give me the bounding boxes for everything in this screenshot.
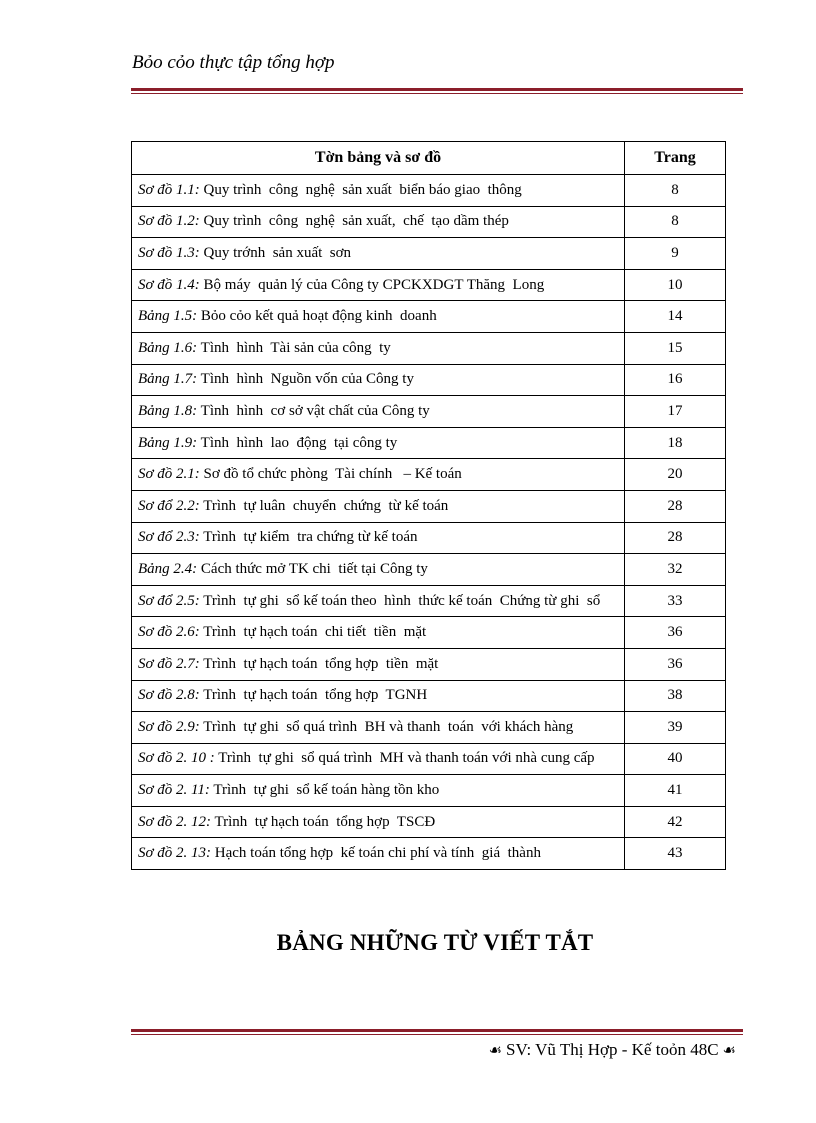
table-row	[132, 269, 726, 301]
row-page-number: 40	[625, 743, 726, 775]
row-title-cell	[132, 838, 625, 870]
row-page-number: 41	[625, 775, 726, 807]
row-title: Trình tự hạch toán tổng hợp TSCĐ	[211, 813, 436, 830]
row-title-cell	[132, 743, 625, 775]
column-header-page: Trang	[625, 142, 726, 175]
row-title: Quy trình công nghệ sản xuất biển báo giao thông	[199, 181, 522, 198]
row-title-cell	[132, 396, 625, 428]
row-label: Sơ đồ 1.1:	[138, 181, 200, 198]
table-row	[132, 775, 726, 807]
table-row	[132, 585, 726, 617]
row-page-number: 43	[625, 838, 726, 870]
table-row	[132, 332, 726, 364]
row-title: Trình tự ghi sổ kế toán hàng tồn kho	[209, 782, 440, 799]
row-title: Bộ máy quản lý của Công ty CPCKXDGT Thăng Long	[199, 276, 545, 293]
footer-text: SV: Vũ Thị Hợp - Kế toỏn 48C	[506, 1040, 719, 1059]
row-label: Bảng 1.6:	[138, 339, 198, 356]
row-title: Trình tự hạch toán tổng hợp TGNH	[199, 687, 428, 704]
row-label: Bảng 1.7:	[138, 371, 198, 388]
row-label: Sơ đồ 2.7:	[138, 655, 200, 672]
row-title-cell	[132, 806, 625, 838]
table-row	[132, 175, 726, 207]
row-label: Sơ đồ 2. 10 :	[138, 750, 215, 767]
footer-divider	[131, 1029, 743, 1035]
row-title-cell	[132, 554, 625, 586]
footer	[485, 1040, 740, 1060]
row-page-number: 9	[625, 238, 726, 270]
row-page-number: 20	[625, 459, 726, 491]
row-title: Quy trớnh sản xuất sơn	[199, 244, 352, 261]
row-title: Trình tự ghi sổ quá trình MH và thanh toán với nhà cung cấp	[214, 750, 595, 767]
row-title: Trình tự ghi sổ kế toán theo hình thức kế toán Chứng từ ghi sổ	[199, 592, 601, 609]
row-label: Sơ đồ 1.3:	[138, 244, 200, 261]
row-title: Tình hình Tài sản của công ty	[197, 339, 391, 356]
row-title: Bỏo cỏo kết quả hoạt động kinh doanh	[197, 308, 437, 325]
row-label: Bảng 1.5:	[138, 308, 198, 325]
row-title-cell	[132, 427, 625, 459]
row-page-number: 10	[625, 269, 726, 301]
table-row	[132, 206, 726, 238]
table-row	[132, 806, 726, 838]
row-title: Trình tự luân chuyển chứng từ kế toán	[199, 497, 449, 514]
row-page-number: 36	[625, 648, 726, 680]
row-label: Sơ đồ 2.6:	[138, 624, 200, 641]
table-row	[132, 712, 726, 744]
table-row	[132, 364, 726, 396]
row-title: Hạch toán tổng hợp kế toán chi phí và tính giá thành	[211, 845, 541, 862]
ornament-right-icon: ☙	[722, 1042, 736, 1059]
row-page-number: 14	[625, 301, 726, 333]
row-label: Bảng 2.4:	[138, 560, 198, 577]
row-label: Sơ đồ 2.8:	[138, 687, 200, 704]
row-label: Sơ đổ 2.3:	[138, 529, 200, 546]
row-title: Trình tự hạch toán tổng hợp tiền mặt	[199, 655, 439, 672]
row-title: Cách thức mở TK chi tiết tại Công ty	[197, 560, 428, 577]
row-label: Sơ đồ 2. 13:	[138, 845, 212, 862]
header-divider	[131, 88, 743, 94]
row-title: Trình tự ghi sổ quá trình BH và thanh toán với khách hàng	[199, 718, 574, 735]
row-label: Sơ đổ 2.5:	[138, 592, 200, 609]
table-row	[132, 554, 726, 586]
row-label: Bảng 1.8:	[138, 402, 198, 419]
row-title: Sơ đồ tổ chức phòng Tài chính – Kế toán	[199, 466, 462, 483]
row-label: Sơ đồ 2. 12:	[138, 813, 212, 830]
row-title-cell	[132, 238, 625, 270]
row-title-cell	[132, 206, 625, 238]
row-label: Sơ đổ 2.2:	[138, 497, 200, 514]
row-page-number: 28	[625, 490, 726, 522]
row-page-number: 39	[625, 712, 726, 744]
row-title-cell	[132, 680, 625, 712]
row-page-number: 28	[625, 522, 726, 554]
row-title-cell	[132, 301, 625, 333]
table-row	[132, 617, 726, 649]
row-title-cell	[132, 522, 625, 554]
row-title-cell	[132, 712, 625, 744]
ornament-left-icon: ☙	[488, 1042, 503, 1059]
row-page-number: 18	[625, 427, 726, 459]
page-header-title: Bỏo cỏo thực tập tổng hợp	[132, 52, 335, 73]
row-title-cell	[132, 175, 625, 207]
table-header-row	[132, 142, 726, 175]
row-page-number: 32	[625, 554, 726, 586]
row-title: Trình tự hạch toán chi tiết tiền mặt	[199, 624, 427, 641]
row-page-number: 16	[625, 364, 726, 396]
row-label: Sơ đồ 1.2:	[138, 213, 200, 230]
row-page-number: 33	[625, 585, 726, 617]
row-page-number: 38	[625, 680, 726, 712]
row-label: Bảng 1.9:	[138, 434, 198, 451]
row-page-number: 15	[625, 332, 726, 364]
row-label: Sơ đồ 1.4:	[138, 276, 200, 293]
table-row	[132, 238, 726, 270]
table-row	[132, 301, 726, 333]
row-title-cell	[132, 617, 625, 649]
row-label: Sơ đồ 2.9:	[138, 718, 200, 735]
table-row	[132, 522, 726, 554]
row-title-cell	[132, 585, 625, 617]
row-title: Trình tự kiểm tra chứng từ kế toán	[199, 529, 418, 546]
table-row	[132, 396, 726, 428]
row-title: Tình hình Nguồn vốn của Công ty	[197, 371, 414, 388]
row-title-cell	[132, 269, 625, 301]
row-page-number: 8	[625, 206, 726, 238]
table-row	[132, 838, 726, 870]
row-title-cell	[132, 332, 625, 364]
row-label: Sơ đồ 2.1:	[138, 466, 200, 483]
column-header-name: Tờn bảng và sơ đồ	[132, 142, 625, 175]
row-title: Quy trình công nghệ sản xuất, chế tạo dầm thép	[199, 213, 509, 230]
table-row	[132, 743, 726, 775]
row-title-cell	[132, 459, 625, 491]
section-heading: BẢNG NHỮNG TỪ VIẾT TẮT	[276, 930, 594, 955]
table-row	[132, 427, 726, 459]
row-title: Tình hình lao động tại công ty	[197, 434, 398, 451]
row-page-number: 42	[625, 806, 726, 838]
row-page-number: 36	[625, 617, 726, 649]
row-page-number: 17	[625, 396, 726, 428]
row-page-number: 8	[625, 175, 726, 207]
row-title-cell	[132, 364, 625, 396]
row-title-cell	[132, 648, 625, 680]
table-of-figures	[131, 141, 726, 870]
table-row	[132, 680, 726, 712]
table-row	[132, 459, 726, 491]
table-row	[132, 490, 726, 522]
row-title: Tình hình cơ sở vật chất của Công ty	[197, 402, 430, 419]
row-label: Sơ đồ 2. 11:	[138, 782, 210, 799]
row-title-cell	[132, 775, 625, 807]
row-title-cell	[132, 490, 625, 522]
table-row	[132, 648, 726, 680]
